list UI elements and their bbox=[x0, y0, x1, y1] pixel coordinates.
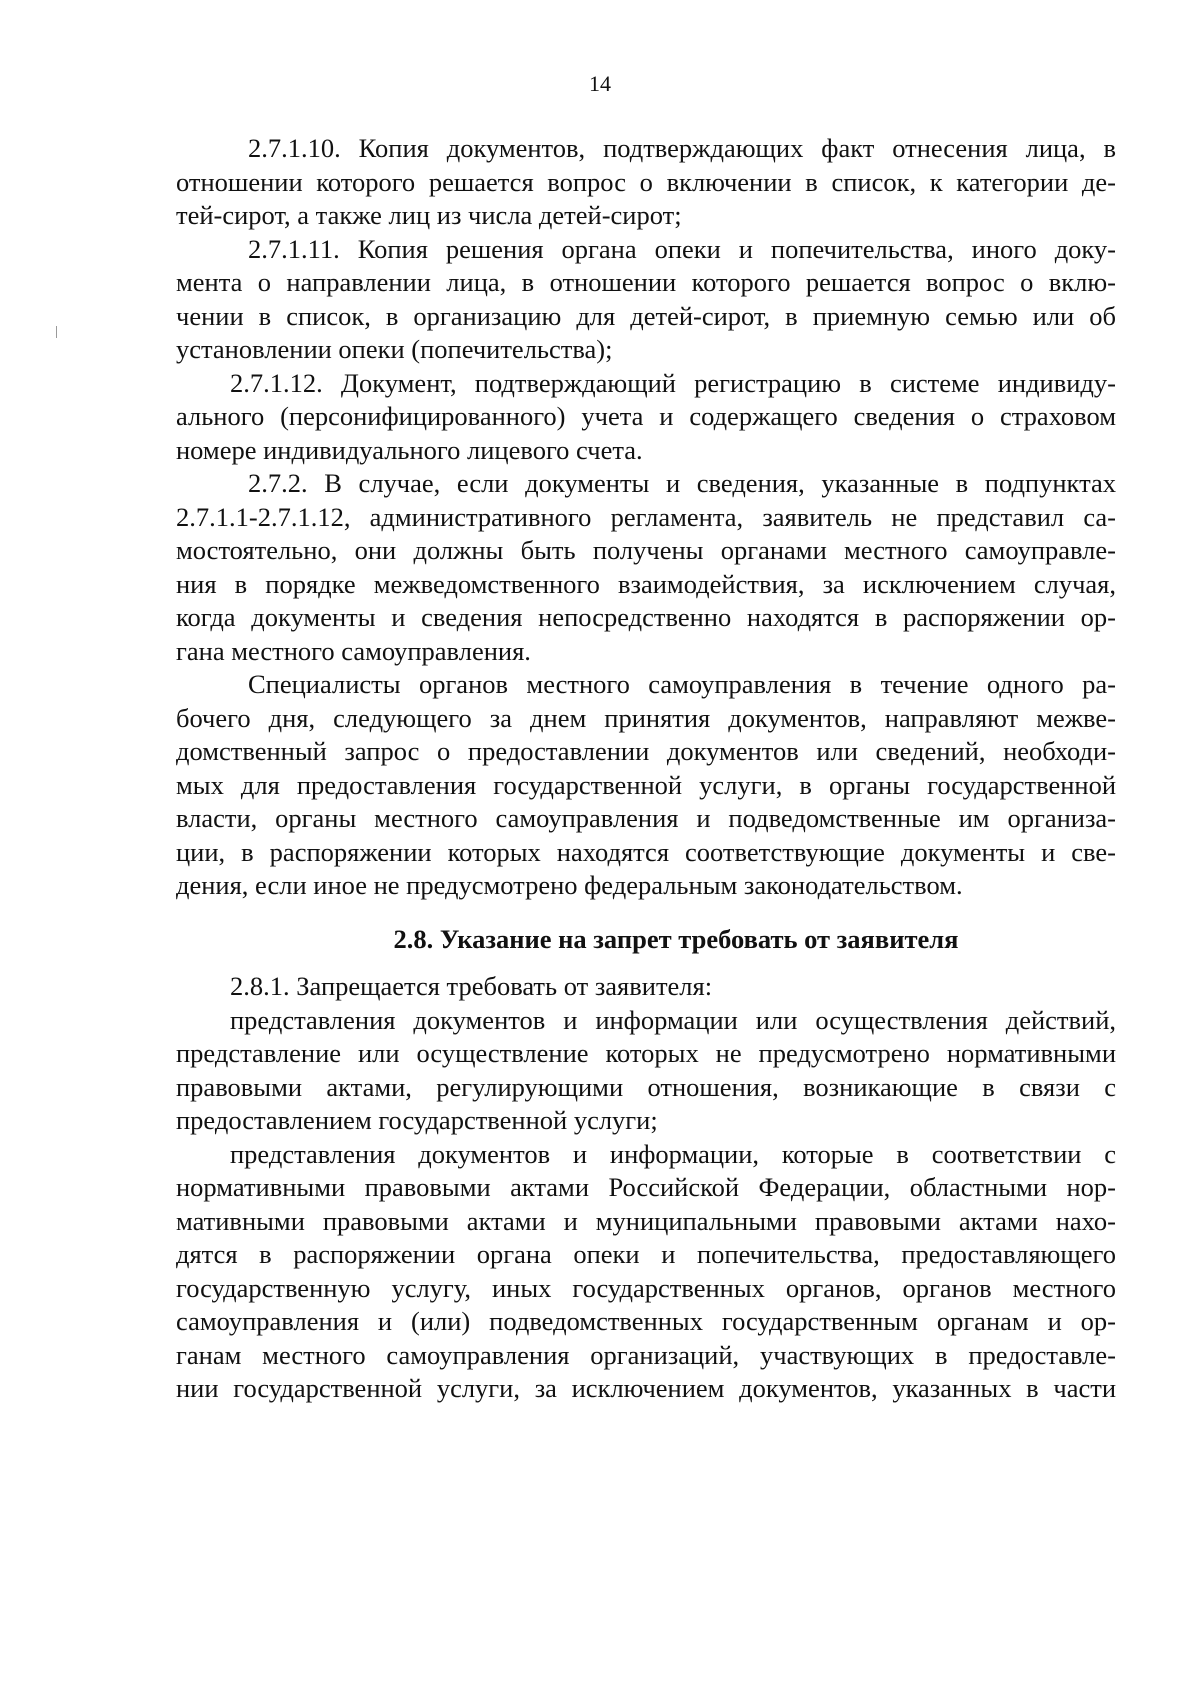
paragraph-2-7-1-12 bbox=[176, 367, 1116, 468]
text-line: номере индивидуального лицевого счета. bbox=[176, 434, 643, 465]
text-line: ния в порядке межведомственного взаимодействия, за исключением случая, bbox=[176, 568, 1116, 599]
text-line: 2.7.2. В случае, если документы и сведения, указанные в подпунктах bbox=[248, 468, 1116, 498]
text-line: нормативными правовыми актами Российской Федерации, областными нор- bbox=[176, 1172, 1116, 1202]
document-body bbox=[176, 132, 1116, 1406]
text-line: 2.8.1. Запрещается требовать от заявителя: bbox=[230, 971, 713, 1001]
paragraph-specialists bbox=[176, 668, 1116, 903]
text-line: когда документы и сведения непосредственно находятся в распоряжении ор- bbox=[176, 602, 1116, 632]
paragraph-2-7-1-10 bbox=[176, 132, 1116, 233]
section-2-7-paragraphs bbox=[176, 132, 1116, 903]
text-line: ции, в распоряжении которых находятся соответствующие документы и све- bbox=[176, 836, 1116, 867]
text-line: домственный запрос о предоставлении документов или сведений, необходи- bbox=[176, 736, 1116, 766]
text-line: мативными правовыми актами и муниципальными правовыми актами нахо- bbox=[176, 1205, 1116, 1236]
text-line: представления документов и информации, которые в соответствии с bbox=[230, 1138, 1116, 1169]
text-line: отношении которого решается вопрос о включении в список, к категории де- bbox=[176, 166, 1116, 197]
text-line: 2.7.1.1-2.7.1.12, административного регламента, заявитель не представил са- bbox=[176, 501, 1116, 532]
text-line: нии государственной услуги, за исключением документов, указанных в части bbox=[176, 1373, 1116, 1403]
text-line: самоуправления и (или) подведомственных государственным органам и ор- bbox=[176, 1306, 1116, 1336]
text-line: ганам местного самоуправления организаций, участвующих в предоставле- bbox=[176, 1339, 1116, 1370]
paragraph-representation-1 bbox=[176, 1004, 1116, 1138]
text-line: мента о направлении лица, в отношении которого решается вопрос о вклю- bbox=[176, 267, 1116, 297]
text-line: мостоятельно, они должны быть получены органами местного самоуправле- bbox=[176, 535, 1116, 565]
text-line: установлении опеки (попечительства); bbox=[176, 334, 613, 364]
section-2-8-paragraphs bbox=[176, 970, 1116, 1406]
page-number: 14 bbox=[589, 71, 611, 96]
text-line: государственную услугу, иных государственных органов, органов местного bbox=[176, 1272, 1116, 1303]
text-line: бочего дня, следующего за днем принятия документов, направляют межве- bbox=[176, 702, 1116, 733]
text-line: 2.7.1.10. Копия документов, подтверждающих факт отнесения лица, в bbox=[248, 133, 1116, 163]
section-heading-2-8: 2.8. Указание на запрет требовать от заявителя bbox=[393, 923, 959, 954]
text-line: представление или осуществление которых не предусмотрено нормативными bbox=[176, 1038, 1116, 1068]
paragraph-2-7-2 bbox=[176, 467, 1116, 668]
paragraph-2-8-1 bbox=[176, 970, 1116, 1004]
text-line: чении в список, в организацию для детей-сирот, в приемную семью или об bbox=[176, 300, 1116, 331]
text-line: предоставлением государственной услуги; bbox=[176, 1105, 658, 1135]
text-line: 2.7.1.12. Документ, подтверждающий регистрацию в системе индивиду- bbox=[230, 367, 1116, 398]
text-line: дения, если иное не предусмотрено федеральным законодательством. bbox=[176, 870, 963, 900]
text-line: дятся в распоряжении органа опеки и попечительства, предоставляющего bbox=[176, 1239, 1116, 1269]
text-line: тей-сирот, а также лиц из числа детей-сирот; bbox=[176, 200, 682, 230]
paragraph-2-7-1-11 bbox=[176, 233, 1116, 367]
text-line: представления документов и информации или осуществления действий, bbox=[230, 1004, 1116, 1035]
paragraph-representation-2 bbox=[176, 1138, 1116, 1406]
text-line: власти, органы местного самоуправления и подведомственные им организа- bbox=[176, 803, 1116, 833]
text-line: правовыми актами, регулирующими отношения, возникающие в связи с bbox=[176, 1071, 1116, 1102]
text-line: ального (персонифицированного) учета и содержащего сведения о страховом bbox=[176, 401, 1116, 431]
text-line: Специалисты органов местного самоуправления в течение одного ра- bbox=[248, 669, 1116, 699]
text-line: 2.7.1.11. Копия решения органа опеки и попечительства, иного доку- bbox=[248, 233, 1116, 264]
scan-margin-mark bbox=[56, 326, 57, 338]
text-line: мых для предоставления государственной услуги, в органы государственной bbox=[176, 769, 1116, 800]
text-line: гана местного самоуправления. bbox=[176, 635, 531, 666]
